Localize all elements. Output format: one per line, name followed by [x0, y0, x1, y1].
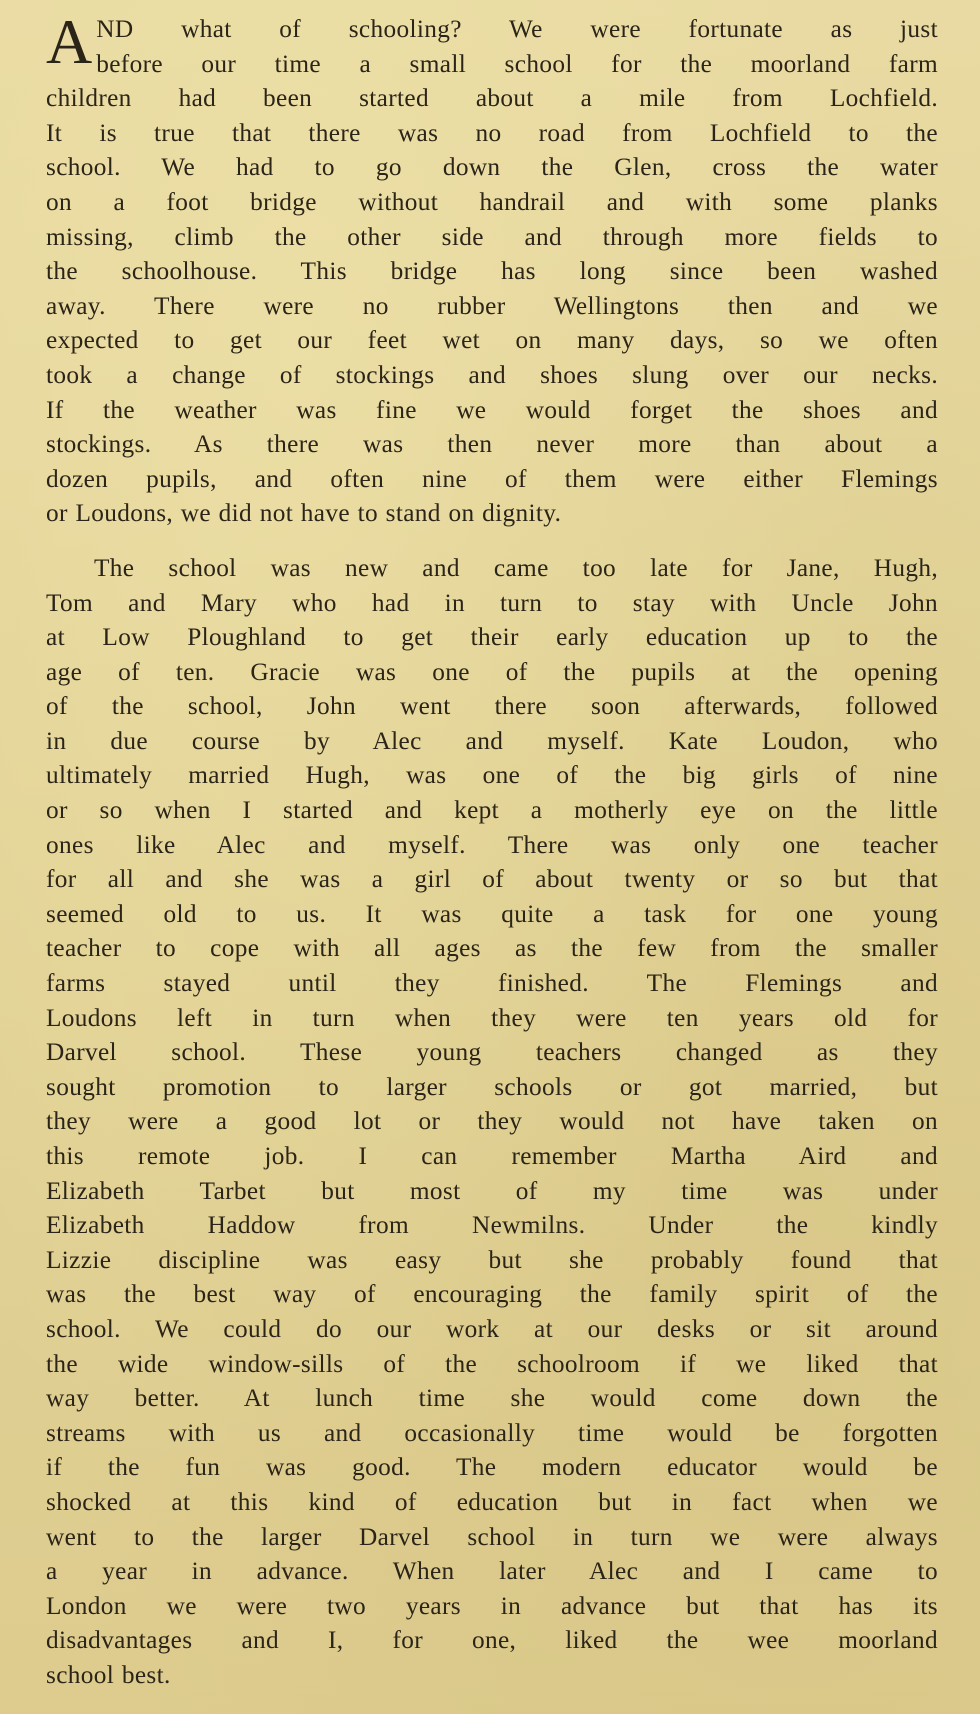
paragraph-2-line-20: Elizabeth Haddow from Newmilns. Under the kindly [46, 1211, 938, 1240]
paragraph-2-line-27: if the fun was good. The modern educator would be [46, 1453, 938, 1482]
paragraph-1 [46, 6, 938, 531]
paragraph-1-line-2: before our time a small school for the moorland farm [96, 49, 938, 78]
paragraph-2-line-32: disadvantages and I, for one, liked the wee moorland [46, 1626, 938, 1655]
paragraph-1-line-10: expected to get our feet wet on many days, so we often [46, 326, 938, 355]
paragraph-1-line-6: on a foot bridge without handrail and with some planks [46, 187, 938, 216]
paragraph-2-line-29: went to the larger Darvel school in turn we were always [46, 1522, 938, 1551]
paragraph-1-line-9: away. There were no rubber Wellingtons then and we [46, 291, 938, 320]
paragraph-2-line-4: age of ten. Gracie was one of the pupils at the opening [46, 657, 938, 686]
paragraph-1-line-14: dozen pupils, and often nine of them were either Flemings [46, 464, 938, 493]
paragraph-1-line-12: If the weather was fine we would forget the shoes and [46, 395, 938, 424]
paragraph-2-line-12: teacher to cope with all ages as the few from the smaller [46, 934, 938, 963]
paragraph-2-line-5: of the school, John went there soon afterwards, followed [46, 692, 938, 721]
paragraph-1-line-4: It is true that there was no road from Lochfield to the [46, 118, 938, 147]
paragraph-1-line-5: school. We had to go down the Glen, cross the water [46, 153, 938, 182]
paragraph-2-line-19: Elizabeth Tarbet but most of my time was under [46, 1176, 938, 1205]
paragraph-2-line-17: they were a good lot or they would not have taken on [46, 1107, 938, 1136]
paragraph-2-line-24: the wide window-sills of the schoolroom if we liked that [46, 1349, 938, 1378]
paragraph-2-line-30: a year in advance. When later Alec and I came to [46, 1557, 938, 1586]
paragraph-2-line-15: Darvel school. These young teachers changed as they [46, 1038, 938, 1067]
paragraph-2-line-13: farms stayed until they finished. The Flemings and [46, 969, 938, 998]
paragraph-2-line-28: shocked at this kind of education but in fact when we [46, 1487, 938, 1516]
paragraph-2-line-2: Tom and Mary who had in turn to stay with Uncle John [46, 588, 938, 617]
paragraph-2-line-6: in due course by Alec and myself. Kate Loudon, who [46, 726, 938, 755]
paragraph-2-line-11: seemed old to us. It was quite a task for one young [46, 899, 938, 928]
paragraph-2-line-31: London we were two years in advance but that has its [46, 1591, 938, 1620]
paragraph-2-line-21: Lizzie discipline was easy but she probably found that [46, 1245, 938, 1274]
paragraph-2-line-25: way better. At lunch time she would come down the [46, 1384, 938, 1413]
paragraph-2-line-3: at Low Ploughland to get their early education up to the [46, 623, 938, 652]
paragraph-1-line-8: the schoolhouse. This bridge has long since been washed [46, 257, 938, 286]
paragraph-2-line-14: Loudons left in turn when they were ten years old for [46, 1003, 938, 1032]
paragraph-1-line-1: ND what of schooling? We were fortunate as just [96, 15, 938, 43]
paragraph-1-line-3: children had been started about a mile from Lochfield. [46, 84, 938, 113]
paragraph-2-line-7: ultimately married Hugh, was one of the big girls of nine [46, 761, 938, 790]
paragraph-2-line-16: sought promotion to larger schools or got married, but [46, 1072, 938, 1101]
paragraph-1-line-7: missing, climb the other side and through more fields to [46, 222, 938, 251]
paragraph-1-line-11: took a change of stockings and shoes slung over our necks. [46, 360, 938, 389]
paragraph-2-line-26: streams with us and occasionally time would be forgotten [46, 1418, 938, 1447]
paragraph-2-line-8: or so when I started and kept a motherly eye on the little [46, 796, 938, 825]
paragraph-2-line-9: ones like Alec and myself. There was only one teacher [46, 830, 938, 859]
paragraph-2-line-18: this remote job. I can remember Martha Aird and [46, 1142, 938, 1170]
paragraph-1-line-13: stockings. As there was then never more than about a [46, 430, 938, 459]
paragraph-1-line-15: or Loudons, we did not have to stand on dignity. [46, 499, 562, 528]
paragraph-2-line-33: school best. [46, 1660, 171, 1689]
drop-cap: A [46, 6, 93, 77]
paragraph-2 [46, 551, 938, 1693]
paragraph-2-line-1: The school was new and came too late for Jane, Hugh, [94, 553, 938, 582]
paragraph-2-line-23: school. We could do our work at our desks or sit around [46, 1314, 938, 1343]
paragraph-2-line-10: for all and she was a girl of about twenty or so but that [46, 865, 938, 894]
paragraph-2-line-22: was the best way of encouraging the family spirit of the [46, 1280, 938, 1309]
